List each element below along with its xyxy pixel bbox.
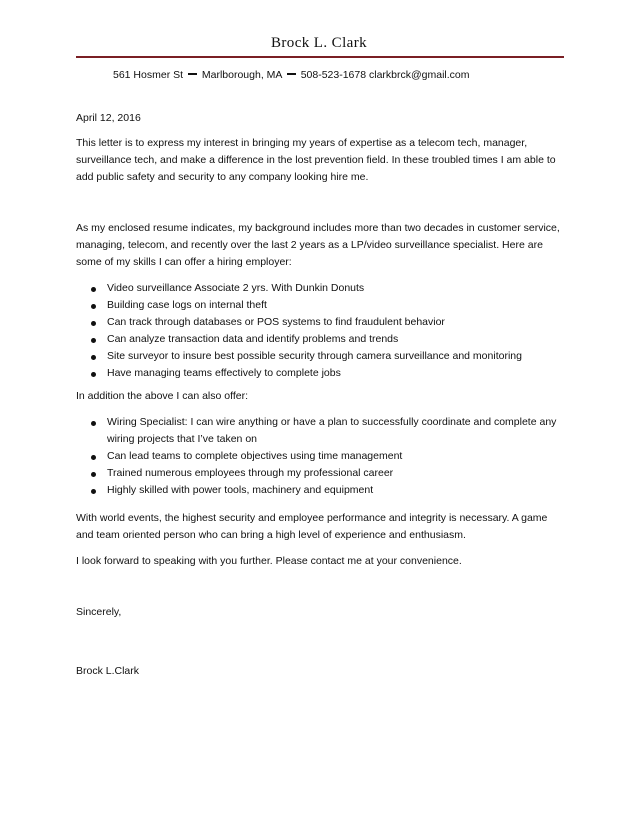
list-item-text: Can analyze transaction data and identify problems and trends — [107, 333, 399, 345]
list-item — [76, 465, 566, 482]
bullet-icon — [91, 372, 96, 377]
contact-line — [113, 69, 470, 81]
bullet-icon — [91, 421, 96, 426]
list-item — [76, 331, 566, 348]
bullet-icon — [91, 455, 96, 460]
signature-name: Brock L.Clark — [76, 665, 140, 677]
city-text: Marlborough, MA — [201, 69, 282, 81]
bullet-icon — [91, 355, 96, 360]
background-paragraph — [76, 220, 566, 271]
bullet-icon — [91, 338, 96, 343]
values-paragraph-text: With world events, the highest security and employee performance and integrity is necessary. A game and team oriented person who can bring a high level of experience and enthusiasm. — [76, 512, 548, 541]
letter-date: April 12, 2016 — [76, 112, 141, 124]
contact-request-paragraph-text: I look forward to speaking with you further. Please contact me at your convenience. — [76, 555, 462, 567]
list-item-text: Wiring Specialist: I can wire anything or have a plan to successfully coordinate and complete any wiring projects that I’ve taken on — [107, 416, 557, 445]
list-item-text: Trained numerous employees through my professional career — [107, 467, 394, 479]
list-item — [76, 348, 566, 365]
addition-paragraph-text: In addition the above I can also offer: — [76, 390, 249, 402]
addition-paragraph — [76, 388, 566, 405]
bullet-icon — [91, 472, 96, 477]
list-item-text: Video surveillance Associate 2 yrs. With Dunkin Donuts — [107, 282, 365, 294]
bullet-icon — [91, 287, 96, 292]
list-item-text: Can track through databases or POS systems to find fraudulent behavior — [107, 316, 445, 328]
list-item — [76, 482, 566, 499]
values-paragraph — [76, 510, 566, 544]
list-item-text: Building case logs on internal theft — [107, 299, 267, 311]
phone-text: 508-523-1678 — [300, 69, 367, 81]
address-text: 561 Hosmer St — [113, 69, 184, 81]
list-item — [76, 280, 566, 297]
separator-dash — [188, 73, 197, 75]
list-item-text: Have managing teams effectively to complete jobs — [107, 367, 341, 379]
list-item — [76, 365, 566, 382]
intro-paragraph — [76, 135, 566, 186]
background-paragraph-text: As my enclosed resume indicates, my background includes more than two decades in customer service, managing, telecom, and recently over the last 2 years as a LP/video surveillance specialist. Here are some of my skills I can offer a hiring employer: — [76, 222, 560, 268]
separator-dash — [287, 73, 296, 75]
skills-list — [76, 280, 566, 382]
list-item — [76, 314, 566, 331]
header-divider — [76, 56, 564, 58]
list-item-text: Can lead teams to complete objectives using time management — [107, 450, 403, 462]
intro-paragraph-text: This letter is to express my interest in bringing my years of expertise as a telecom tech, manager, surveillance tech, and make a difference in the lost prevention field. In these troubled times I am able to add public safety and security to any company looking hire me. — [76, 137, 556, 183]
bullet-icon — [91, 489, 96, 494]
list-item — [76, 414, 566, 448]
list-item-text: Site surveyor to insure best possible security through camera surveillance and monitoring — [107, 350, 522, 362]
email-text: clarkbrck@gmail.com — [369, 69, 470, 81]
bullet-icon — [91, 321, 96, 326]
list-item — [76, 448, 566, 465]
list-item-text: Highly skilled with power tools, machinery and equipment — [107, 484, 374, 496]
bullet-icon — [91, 304, 96, 309]
contact-request-paragraph — [76, 553, 566, 570]
sender-name-heading: Brock L. Clark — [271, 35, 367, 51]
list-item — [76, 297, 566, 314]
extras-list — [76, 414, 566, 499]
closing-salutation: Sincerely, — [76, 606, 122, 618]
